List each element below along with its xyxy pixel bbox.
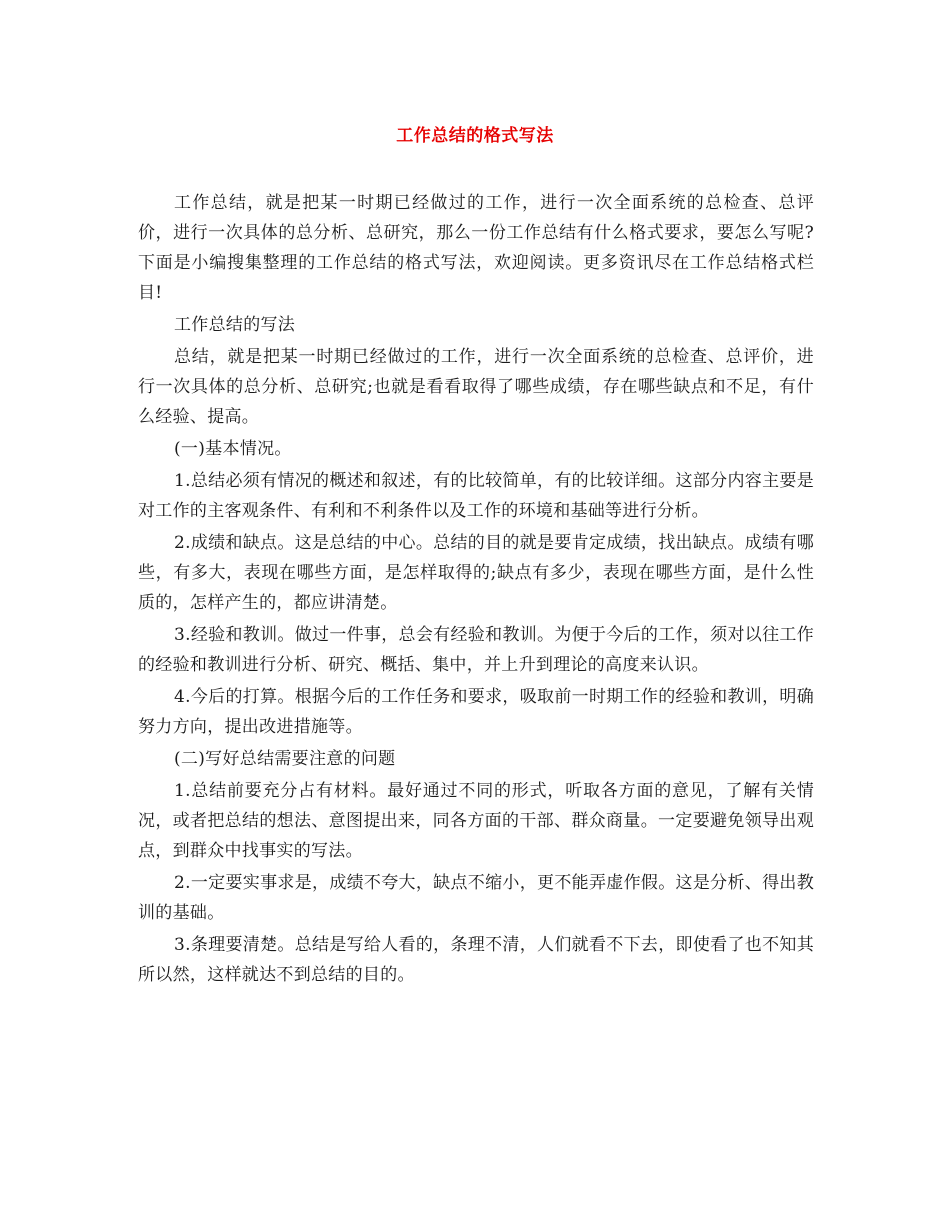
list-item-1-overview: 1.总结必须有情况的概述和叙述，有的比较简单，有的比较详细。这部分内容主要是对工作的主客观条件、有利和不利条件以及工作的环境和基础等进行分析。 xyxy=(138,471,814,521)
document-title: 工作总结的格式写法 xyxy=(396,126,554,146)
document-body xyxy=(138,188,814,992)
note-item-1-materials: 1.总结前要充分占有材料。最好通过不同的形式，听取各方面的意见，了解有关情况，或者把总结的想法、意图提出来，同各方面的干部、群众商量。一定要避免领导出观点，到群众中找事实的写法。 xyxy=(138,781,814,861)
list-item-2-achievements: 2.成绩和缺点。这是总结的中心。总结的目的就是要肯定成绩，找出缺点。成绩有哪些，有多大，表现在哪些方面，是怎样取得的;缺点有多少，表现在哪些方面，是什么性质的，怎样产生的，都应讲清楚。 xyxy=(138,533,814,613)
list-item-4-plans: 4.今后的打算。根据今后的工作任务和要求，吸取前一时期工作的经验和教训，明确努力方向，提出改进措施等。 xyxy=(138,687,814,737)
paragraph-intro: 工作总结，就是把某一时期已经做过的工作，进行一次全面系统的总检查、总评价，进行一次具体的总分析、总研究，那么一份工作总结有什么格式要求，要怎么写呢?下面是小编搜集整理的工作总结的格式写法，欢迎阅读。更多资讯尽在工作总结格式栏目! xyxy=(138,193,814,303)
section-heading-basic-situation: (一)基本情况。 xyxy=(174,439,292,459)
section-heading-writing-method: 工作总结的写法 xyxy=(174,315,296,335)
section-heading-notes: (二)写好总结需要注意的问题 xyxy=(174,749,396,769)
note-item-3-clarity: 3.条理要清楚。总结是写给人看的，条理不清，人们就看不下去，即使看了也不知其所以然，这样就达不到总结的目的。 xyxy=(138,935,814,985)
note-item-2-truthfulness: 2.一定要实事求是，成绩不夸大，缺点不缩小，更不能弄虚作假。这是分析、得出教训的基础。 xyxy=(138,873,814,923)
list-item-3-lessons: 3.经验和教训。做过一件事，总会有经验和教训。为便于今后的工作，须对以往工作的经验和教训进行分析、研究、概括、集中，并上升到理论的高度来认识。 xyxy=(138,625,814,675)
paragraph-definition: 总结，就是把某一时期已经做过的工作，进行一次全面系统的总检查、总评价，进行一次具体的总分析、总研究;也就是看看取得了哪些成绩，存在哪些缺点和不足，有什么经验、提高。 xyxy=(138,347,814,427)
